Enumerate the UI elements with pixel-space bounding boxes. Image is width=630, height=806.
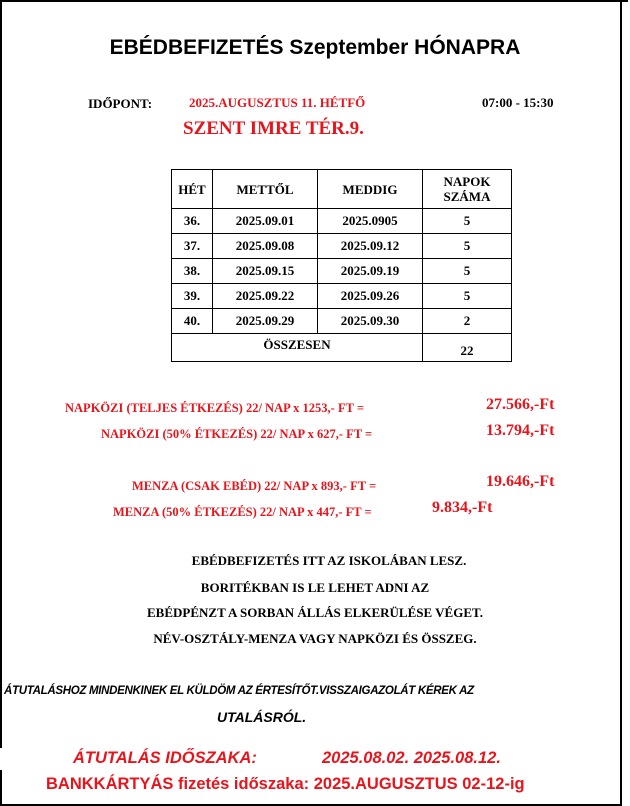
table-row (172, 259, 512, 284)
cell-mettol: 2025.09.29 (213, 309, 318, 334)
header-szama: SZÁMA (443, 189, 491, 204)
price-amount-menza-50: 9.834,-Ft (432, 499, 493, 516)
cell-napok: 5 (423, 259, 512, 284)
notice-line-4: NÉV-OSZTÁLY-MENZA VAGY NAPKÖZI ÉS ÖSSZEG. (153, 631, 477, 646)
price-label-napkozi-50: NAPKÖZI (50% ÉTKEZÉS) 22/ NAP x 627,- FT = (101, 427, 373, 441)
header-napok: NAPOK (443, 174, 491, 189)
notice-line-2: BORITÉKBAN IS LE LEHET ADNI AZ (200, 580, 430, 595)
cell-napok: 2 (423, 309, 512, 334)
transfer-note-line-2: UTALÁSRÓL. (217, 709, 307, 725)
transfer-period-label: ÁTUTALÁS IDŐSZAKA: (73, 749, 257, 767)
cell-meddig: 2025.09.30 (318, 309, 423, 334)
table-row (172, 209, 512, 234)
table-row (172, 234, 512, 259)
price-label-napkozi-teljes: NAPKÖZI (TELJES ÉTKEZÉS) 22/ NAP x 1253,- FT = (65, 401, 364, 415)
price-amount-napkozi-50: 13.794,-Ft (486, 422, 555, 439)
header-mettol: METTŐL (213, 170, 318, 209)
price-label-menza-50: MENZA (50% ÉTKEZÉS) 22/ NAP x 447,- FT = (113, 505, 372, 519)
cell-mettol: 2025.09.22 (213, 284, 318, 309)
header-meddig: MEDDIG (318, 170, 423, 209)
cell-mettol: 2025.09.08 (213, 234, 318, 259)
cell-napok: 5 (423, 234, 512, 259)
notice-line-3: EBÉDPÉNZT A SORBAN ÁLLÁS ELKERÜLÉSE VÉGET. (147, 605, 483, 620)
page-title: EBÉDBEFIZETÉS Szeptember HÓNAPRA (109, 36, 521, 59)
cell-het: 38. (172, 259, 213, 284)
frame-border-left-lower (0, 770, 2, 806)
cell-napok: 5 (423, 209, 512, 234)
event-location: SZENT IMRE TÉR.9. (183, 118, 364, 139)
cell-mettol: 2025.09.15 (213, 259, 318, 284)
idopont-label: IDŐPONT: (88, 96, 153, 111)
price-label-menza-ebed: MENZA (CSAK EBÉD) 22/ NAP x 893,- FT = (132, 479, 377, 493)
notice-line-1: EBÉDBEFIZETÉS ITT AZ ISKOLÁBAN LESZ. (191, 553, 467, 568)
transfer-period-value: 2025.08.02. 2025.08.12. (322, 749, 501, 767)
cell-meddig: 2025.0905 (318, 209, 423, 234)
cell-het: 39. (172, 284, 213, 309)
cell-het: 40. (172, 309, 213, 334)
frame-border-right (620, 0, 622, 806)
cell-het: 36. (172, 209, 213, 234)
table-header-row (172, 170, 512, 209)
header-het: HÉT (172, 170, 213, 209)
header-napok-szama (423, 170, 512, 209)
schedule-table (171, 169, 512, 362)
table-row (172, 284, 512, 309)
table-row (172, 309, 512, 334)
table-total-row (172, 334, 512, 362)
cell-napok: 5 (423, 284, 512, 309)
cell-meddig: 2025.09.19 (318, 259, 423, 284)
event-date: 2025.AUGUSZTUS 11. HÉTFŐ (189, 95, 366, 110)
total-label: ÖSSZESEN (172, 334, 423, 362)
event-time: 07:00 - 15:30 (482, 95, 554, 110)
card-payment-period: BANKKÁRTYÁS fizetés időszaka: 2025.AUGUSZTUS 02-12-ig (46, 775, 525, 793)
frame-border-top (0, 0, 628, 2)
price-amount-napkozi-teljes: 27.566,-Ft (486, 396, 555, 413)
total-value: 22 (423, 334, 512, 362)
cell-meddig: 2025.09.12 (318, 234, 423, 259)
transfer-note-line-1: ÁTUTALÁSHOZ MINDENKINEK EL KÜLDÖM AZ ÉRTESÍTŐT.VISSZAIGAZOLÁT KÉREK AZ (4, 685, 474, 697)
price-amount-menza-ebed: 19.646,-Ft (486, 473, 555, 490)
cell-het: 37. (172, 234, 213, 259)
cell-mettol: 2025.09.01 (213, 209, 318, 234)
cell-meddig: 2025.09.26 (318, 284, 423, 309)
